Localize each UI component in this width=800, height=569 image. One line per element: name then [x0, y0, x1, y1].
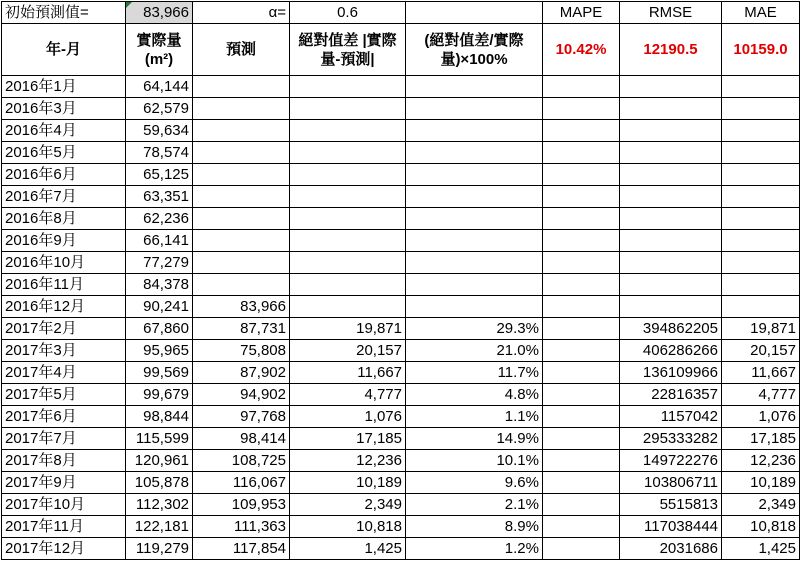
cell-squared-error[interactable]: [620, 252, 722, 274]
mape-label[interactable]: MAPE: [543, 2, 620, 24]
cell-forecast[interactable]: 87,902: [193, 362, 290, 384]
cell-mae[interactable]: [722, 142, 800, 164]
table-row: [2, 164, 800, 186]
cell-mae[interactable]: 1,076: [722, 406, 800, 428]
cell-forecast[interactable]: [193, 230, 290, 252]
cell-pct-error[interactable]: 1.1%: [406, 406, 543, 428]
alpha-value[interactable]: 0.6: [290, 2, 406, 24]
cell-actual[interactable]: 112,302: [126, 494, 193, 516]
cell-pct-error[interactable]: [406, 274, 543, 296]
cell-squared-error[interactable]: [620, 296, 722, 318]
cell-pct-error[interactable]: 1.2%: [406, 538, 543, 560]
cell-mape-blank[interactable]: [543, 98, 620, 120]
cell-actual[interactable]: 59,634: [126, 120, 193, 142]
cell-mae[interactable]: 2,349: [722, 494, 800, 516]
cell-pct-error[interactable]: [406, 186, 543, 208]
cell-forecast[interactable]: [193, 274, 290, 296]
cell-mape-blank[interactable]: [543, 164, 620, 186]
cell-forecast[interactable]: 117,854: [193, 538, 290, 560]
cell-month[interactable]: 2016年5月: [2, 142, 126, 164]
cell-mae[interactable]: [722, 186, 800, 208]
cell-month[interactable]: 2016年6月: [2, 164, 126, 186]
cell-forecast[interactable]: 83,966: [193, 296, 290, 318]
cell-squared-error[interactable]: 1157042: [620, 406, 722, 428]
cell-month[interactable]: 2017年2月: [2, 318, 126, 340]
cell-squared-error[interactable]: 406286266: [620, 340, 722, 362]
cell-month[interactable]: 2017年9月: [2, 472, 126, 494]
cell-actual[interactable]: 66,141: [126, 230, 193, 252]
cell-abs-error[interactable]: 1,425: [290, 538, 406, 560]
cell-pct-error[interactable]: 8.9%: [406, 516, 543, 538]
table-row: [2, 76, 800, 98]
cell-mape-blank[interactable]: [543, 120, 620, 142]
cell-abs-error[interactable]: 17,185: [290, 428, 406, 450]
empty-cell[interactable]: [406, 2, 543, 24]
cell-squared-error[interactable]: 117038444: [620, 516, 722, 538]
cell-actual[interactable]: 120,961: [126, 450, 193, 472]
initial-forecast-label[interactable]: 初始預測值=: [2, 2, 126, 24]
cell-actual[interactable]: 78,574: [126, 142, 193, 164]
header-month[interactable]: 年-月: [2, 24, 126, 76]
cell-mape-blank[interactable]: [543, 76, 620, 98]
cell-abs-error[interactable]: [290, 208, 406, 230]
table-row: [2, 362, 800, 384]
cell-forecast[interactable]: 97,768: [193, 406, 290, 428]
cell-pct-error[interactable]: [406, 296, 543, 318]
cell-abs-error[interactable]: [290, 296, 406, 318]
cell-actual[interactable]: 62,236: [126, 208, 193, 230]
cell-mape-blank[interactable]: [543, 186, 620, 208]
cell-month[interactable]: 2017年11月: [2, 516, 126, 538]
cell-forecast[interactable]: 98,414: [193, 428, 290, 450]
cell-actual[interactable]: 67,860: [126, 318, 193, 340]
cell-squared-error[interactable]: [620, 76, 722, 98]
cell-mae[interactable]: [722, 120, 800, 142]
table-row: [2, 516, 800, 538]
cell-mae[interactable]: 4,777: [722, 384, 800, 406]
cell-pct-error[interactable]: [406, 142, 543, 164]
cell-mape-blank[interactable]: [543, 494, 620, 516]
cell-forecast[interactable]: [193, 76, 290, 98]
cell-abs-error[interactable]: 2,349: [290, 494, 406, 516]
table-row: [2, 98, 800, 120]
cell-month[interactable]: 2016年9月: [2, 230, 126, 252]
cell-pct-error[interactable]: [406, 98, 543, 120]
cell-mape-blank[interactable]: [543, 142, 620, 164]
table-row: [2, 120, 800, 142]
cell-mae[interactable]: 11,667: [722, 362, 800, 384]
cell-mape-blank[interactable]: [543, 362, 620, 384]
cell-month[interactable]: 2016年7月: [2, 186, 126, 208]
table-row: [2, 428, 800, 450]
cell-actual[interactable]: 64,144: [126, 76, 193, 98]
cell-mape-blank[interactable]: [543, 296, 620, 318]
cell-mape-blank[interactable]: [543, 516, 620, 538]
cell-actual[interactable]: 98,844: [126, 406, 193, 428]
cell-actual[interactable]: 84,378: [126, 274, 193, 296]
cell-month[interactable]: 2017年12月: [2, 538, 126, 560]
cell-abs-error[interactable]: 11,667: [290, 362, 406, 384]
cell-abs-error[interactable]: [290, 142, 406, 164]
top-row: [2, 2, 800, 24]
cell-month[interactable]: 2017年3月: [2, 340, 126, 362]
header-row: [2, 24, 800, 76]
cell-squared-error[interactable]: [620, 142, 722, 164]
cell-squared-error[interactable]: 103806711: [620, 472, 722, 494]
cell-abs-error[interactable]: [290, 98, 406, 120]
cell-abs-error[interactable]: 10,818: [290, 516, 406, 538]
cell-abs-error[interactable]: 19,871: [290, 318, 406, 340]
cell-abs-error[interactable]: 20,157: [290, 340, 406, 362]
cell-month[interactable]: 2017年5月: [2, 384, 126, 406]
cell-pct-error[interactable]: [406, 164, 543, 186]
cell-actual[interactable]: 62,579: [126, 98, 193, 120]
cell-month[interactable]: 2016年11月: [2, 274, 126, 296]
cell-actual[interactable]: 99,569: [126, 362, 193, 384]
cell-squared-error[interactable]: [620, 120, 722, 142]
header-forecast[interactable]: 預測: [193, 24, 290, 76]
cell-mape-blank[interactable]: [543, 450, 620, 472]
cell-actual[interactable]: 122,181: [126, 516, 193, 538]
cell-month[interactable]: 2016年8月: [2, 208, 126, 230]
cell-mae[interactable]: 19,871: [722, 318, 800, 340]
cell-pct-error[interactable]: 10.1%: [406, 450, 543, 472]
table-row: [2, 318, 800, 340]
cell-mae[interactable]: [722, 98, 800, 120]
table-row: [2, 450, 800, 472]
cell-abs-error[interactable]: [290, 252, 406, 274]
cell-month[interactable]: 2017年7月: [2, 428, 126, 450]
cell-forecast[interactable]: 108,725: [193, 450, 290, 472]
cell-pct-error[interactable]: 21.0%: [406, 340, 543, 362]
initial-forecast-value[interactable]: [126, 2, 193, 24]
cell-squared-error[interactable]: 394862205: [620, 318, 722, 340]
header-actual[interactable]: 實際量 (m²): [126, 24, 193, 76]
cell-abs-error[interactable]: [290, 120, 406, 142]
cell-mae[interactable]: 17,185: [722, 428, 800, 450]
cell-month[interactable]: 2016年12月: [2, 296, 126, 318]
cell-squared-error[interactable]: 2031686: [620, 538, 722, 560]
cell-squared-error[interactable]: [620, 230, 722, 252]
alpha-label[interactable]: α=: [193, 2, 290, 24]
cell-forecast[interactable]: [193, 142, 290, 164]
cell-pct-error[interactable]: 11.7%: [406, 362, 543, 384]
cell-forecast[interactable]: [193, 186, 290, 208]
cell-actual[interactable]: 99,679: [126, 384, 193, 406]
rmse-label[interactable]: RMSE: [620, 2, 722, 24]
cell-mape-blank[interactable]: [543, 252, 620, 274]
cell-forecast[interactable]: 87,731: [193, 318, 290, 340]
cell-forecast[interactable]: [193, 98, 290, 120]
cell-forecast[interactable]: 109,953: [193, 494, 290, 516]
cell-pct-error[interactable]: 4.8%: [406, 384, 543, 406]
cell-forecast[interactable]: [193, 120, 290, 142]
cell-squared-error[interactable]: 295333282: [620, 428, 722, 450]
cell-squared-error[interactable]: 5515813: [620, 494, 722, 516]
table-row: [2, 384, 800, 406]
cell-abs-error[interactable]: [290, 274, 406, 296]
cell-squared-error[interactable]: 149722276: [620, 450, 722, 472]
cell-mae[interactable]: [722, 208, 800, 230]
cell-month[interactable]: 2017年8月: [2, 450, 126, 472]
cell-actual[interactable]: 90,241: [126, 296, 193, 318]
cell-actual[interactable]: 115,599: [126, 428, 193, 450]
cell-month[interactable]: 2016年4月: [2, 120, 126, 142]
cell-month[interactable]: 2017年10月: [2, 494, 126, 516]
table-row: [2, 252, 800, 274]
cell-pct-error[interactable]: [406, 230, 543, 252]
cell-pct-error[interactable]: 14.9%: [406, 428, 543, 450]
cell-actual[interactable]: 63,351: [126, 186, 193, 208]
cell-forecast[interactable]: 111,363: [193, 516, 290, 538]
table-row: [2, 538, 800, 560]
cell-squared-error[interactable]: [620, 164, 722, 186]
cell-squared-error[interactable]: 136109966: [620, 362, 722, 384]
forecast-table: [1, 1, 800, 560]
cell-month[interactable]: 2017年4月: [2, 362, 126, 384]
rmse-value[interactable]: 12190.5: [620, 24, 722, 76]
cell-actual[interactable]: 95,965: [126, 340, 193, 362]
cell-month[interactable]: 2016年3月: [2, 98, 126, 120]
cell-abs-error[interactable]: 12,236: [290, 450, 406, 472]
table-row: [2, 472, 800, 494]
table-row: [2, 186, 800, 208]
cell-squared-error[interactable]: 22816357: [620, 384, 722, 406]
mae-value[interactable]: 10159.0: [722, 24, 800, 76]
cell-mae[interactable]: [722, 274, 800, 296]
cell-forecast[interactable]: [193, 208, 290, 230]
cell-abs-error[interactable]: [290, 186, 406, 208]
header-abs-error[interactable]: 絕對值差 |實際量-預測|: [290, 24, 406, 76]
cell-actual[interactable]: 65,125: [126, 164, 193, 186]
cell-mape-blank[interactable]: [543, 208, 620, 230]
cell-forecast[interactable]: 75,808: [193, 340, 290, 362]
table-row: [2, 340, 800, 362]
cell-abs-error[interactable]: [290, 230, 406, 252]
cell-month[interactable]: 2017年6月: [2, 406, 126, 428]
cell-pct-error[interactable]: 9.6%: [406, 472, 543, 494]
cell-month[interactable]: 2016年1月: [2, 76, 126, 98]
cell-forecast[interactable]: [193, 252, 290, 274]
cell-abs-error[interactable]: 1,076: [290, 406, 406, 428]
cell-mae[interactable]: [722, 230, 800, 252]
cell-comment-marker-icon: [126, 2, 132, 8]
cell-mae[interactable]: 10,818: [722, 516, 800, 538]
cell-forecast[interactable]: [193, 164, 290, 186]
table-row: [2, 208, 800, 230]
mae-label[interactable]: MAE: [722, 2, 800, 24]
table-row: [2, 406, 800, 428]
cell-mae[interactable]: [722, 164, 800, 186]
table-row: [2, 494, 800, 516]
cell-mape-blank[interactable]: [543, 472, 620, 494]
table-row: [2, 142, 800, 164]
cell-actual[interactable]: 77,279: [126, 252, 193, 274]
cell-mape-blank[interactable]: [543, 230, 620, 252]
cell-pct-error[interactable]: [406, 76, 543, 98]
cell-mape-blank[interactable]: [543, 318, 620, 340]
cell-squared-error[interactable]: [620, 186, 722, 208]
cell-mae[interactable]: 1,425: [722, 538, 800, 560]
cell-squared-error[interactable]: [620, 208, 722, 230]
cell-abs-error[interactable]: 10,189: [290, 472, 406, 494]
cell-actual[interactable]: 105,878: [126, 472, 193, 494]
cell-mape-blank[interactable]: [543, 340, 620, 362]
cell-mae[interactable]: [722, 76, 800, 98]
mape-value[interactable]: 10.42%: [543, 24, 620, 76]
cell-abs-error[interactable]: [290, 164, 406, 186]
table-row: [2, 274, 800, 296]
cell-squared-error[interactable]: [620, 98, 722, 120]
cell-mae[interactable]: [722, 252, 800, 274]
header-pct-error[interactable]: (絕對值差/實際量)×100%: [406, 24, 543, 76]
cell-mae[interactable]: 20,157: [722, 340, 800, 362]
cell-month[interactable]: 2016年10月: [2, 252, 126, 274]
cell-mape-blank[interactable]: [543, 274, 620, 296]
cell-abs-error[interactable]: 4,777: [290, 384, 406, 406]
cell-mape-blank[interactable]: [543, 428, 620, 450]
cell-mape-blank[interactable]: [543, 538, 620, 560]
cell-forecast[interactable]: 116,067: [193, 472, 290, 494]
cell-mae[interactable]: [722, 296, 800, 318]
cell-pct-error[interactable]: [406, 120, 543, 142]
table-row: [2, 230, 800, 252]
cell-pct-error[interactable]: [406, 208, 543, 230]
cell-mae[interactable]: 12,236: [722, 450, 800, 472]
cell-pct-error[interactable]: 2.1%: [406, 494, 543, 516]
cell-actual[interactable]: 119,279: [126, 538, 193, 560]
cell-mape-blank[interactable]: [543, 406, 620, 428]
table-row: [2, 296, 800, 318]
cell-pct-error[interactable]: [406, 252, 543, 274]
cell-squared-error[interactable]: [620, 274, 722, 296]
cell-forecast[interactable]: 94,902: [193, 384, 290, 406]
cell-abs-error[interactable]: [290, 76, 406, 98]
cell-mape-blank[interactable]: [543, 384, 620, 406]
initial-forecast-value-text: 83,966: [143, 3, 189, 21]
cell-pct-error[interactable]: 29.3%: [406, 318, 543, 340]
cell-mae[interactable]: 10,189: [722, 472, 800, 494]
